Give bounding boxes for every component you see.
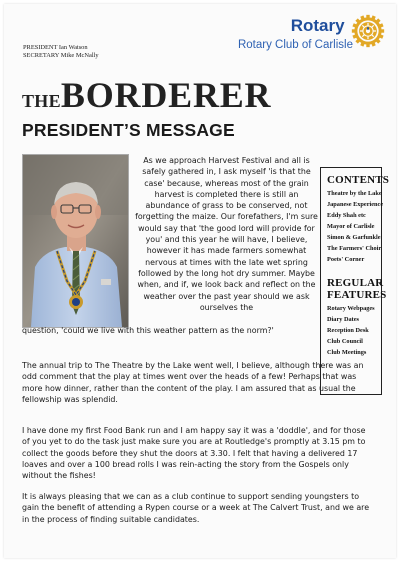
rotary-brand bbox=[238, 14, 385, 51]
sidebar-spacer bbox=[327, 265, 381, 277]
club-name: Rotary Club of Carlisle bbox=[237, 39, 353, 51]
masthead-name: BORDERER bbox=[60, 75, 272, 115]
intro-column-text: As we approach Harvest Festival and all is safely gathered in, I ask myself 'is that the case' because, whereas most of the grain harvest is completed there is still an abundance of grass to be conserved, not forgetting the maize. Our forefathers, I'm sure would say that 'the good lord will provide for you' and this year he will have, I believe, however it has made farmers somewhat nervous at times with the late wet spring followed by the long hot dry summer. Maybe when, and if, we look back and reflect on the weather over the past year should we ask ourselves the bbox=[135, 156, 318, 312]
rotary-wheel-logo bbox=[351, 14, 385, 48]
officers-block bbox=[23, 44, 99, 60]
contents-heading: CONTENTS bbox=[327, 174, 390, 186]
contents-item[interactable]: Eddy Shah etc bbox=[327, 212, 366, 219]
masthead-the: THE bbox=[22, 91, 61, 111]
intro-wrap-text: question, 'could we live with this weather pattern as the norm?' bbox=[22, 326, 274, 335]
paragraph-theatre: The annual trip to The Theatre by the Lake went well, I believe, although there was an odd comment that the play at times went over the heads of a few! Perhaps that was more how dinner, rather than the content of the play. I am assured that as usual the fellowship was splendid. bbox=[22, 361, 364, 404]
newsletter-masthead bbox=[22, 77, 271, 113]
regular-item[interactable]: Reception Desk bbox=[327, 327, 369, 334]
contents-sidebar bbox=[320, 167, 390, 395]
secretary-line: SECRETARY Mike McNally bbox=[23, 52, 99, 59]
brand-name: Rotary bbox=[290, 16, 345, 35]
contents-list bbox=[327, 188, 384, 265]
paragraph-food-bank: I have done my first Food Bank run and I am happy say it was a 'doddle', and for those of you yet to do the task just make sure you are at Routledge's promptly at 3.15 pm to collect the goods before they shut the doors at 3.30. I felt that having a delivered 17 loaves and over a 100 bread rolls I was rein-acting the story from the Gospels only without the fishes! bbox=[22, 426, 366, 481]
contents-item[interactable]: Mayor of Carlisle bbox=[327, 223, 375, 230]
paragraph-youngsters: It is always pleasing that we can as a club continue to support sending youngsters to gain the benefit of attending a Rypen course or a week at The Calvert Trust, and we are in the process of finding suitable candidates. bbox=[22, 492, 370, 524]
contents-item[interactable]: Poets' Corner bbox=[327, 256, 365, 263]
regular-item[interactable]: Rotary Webpages bbox=[327, 305, 375, 312]
regular-heading-line-2: FEATURES bbox=[327, 289, 387, 301]
article-heading: PRESIDENT’S MESSAGE bbox=[22, 120, 235, 140]
president-photo bbox=[22, 154, 129, 328]
president-line: PRESIDENT Ian Watson bbox=[23, 44, 88, 51]
regular-features-list bbox=[327, 303, 381, 358]
contents-item[interactable]: The Farmers' Choir bbox=[327, 245, 382, 252]
contents-item[interactable]: Theatre by the Lake bbox=[327, 190, 382, 197]
regular-heading-line-1: REGULAR bbox=[327, 277, 384, 289]
contents-item[interactable]: Simon & Garfunkle bbox=[327, 234, 381, 241]
contents-item[interactable]: Japanese Experience bbox=[327, 201, 384, 208]
regular-item[interactable]: Club Meetings bbox=[327, 349, 367, 356]
regular-item[interactable]: Club Council bbox=[327, 338, 363, 345]
regular-item[interactable]: Diary Dates bbox=[327, 316, 360, 323]
